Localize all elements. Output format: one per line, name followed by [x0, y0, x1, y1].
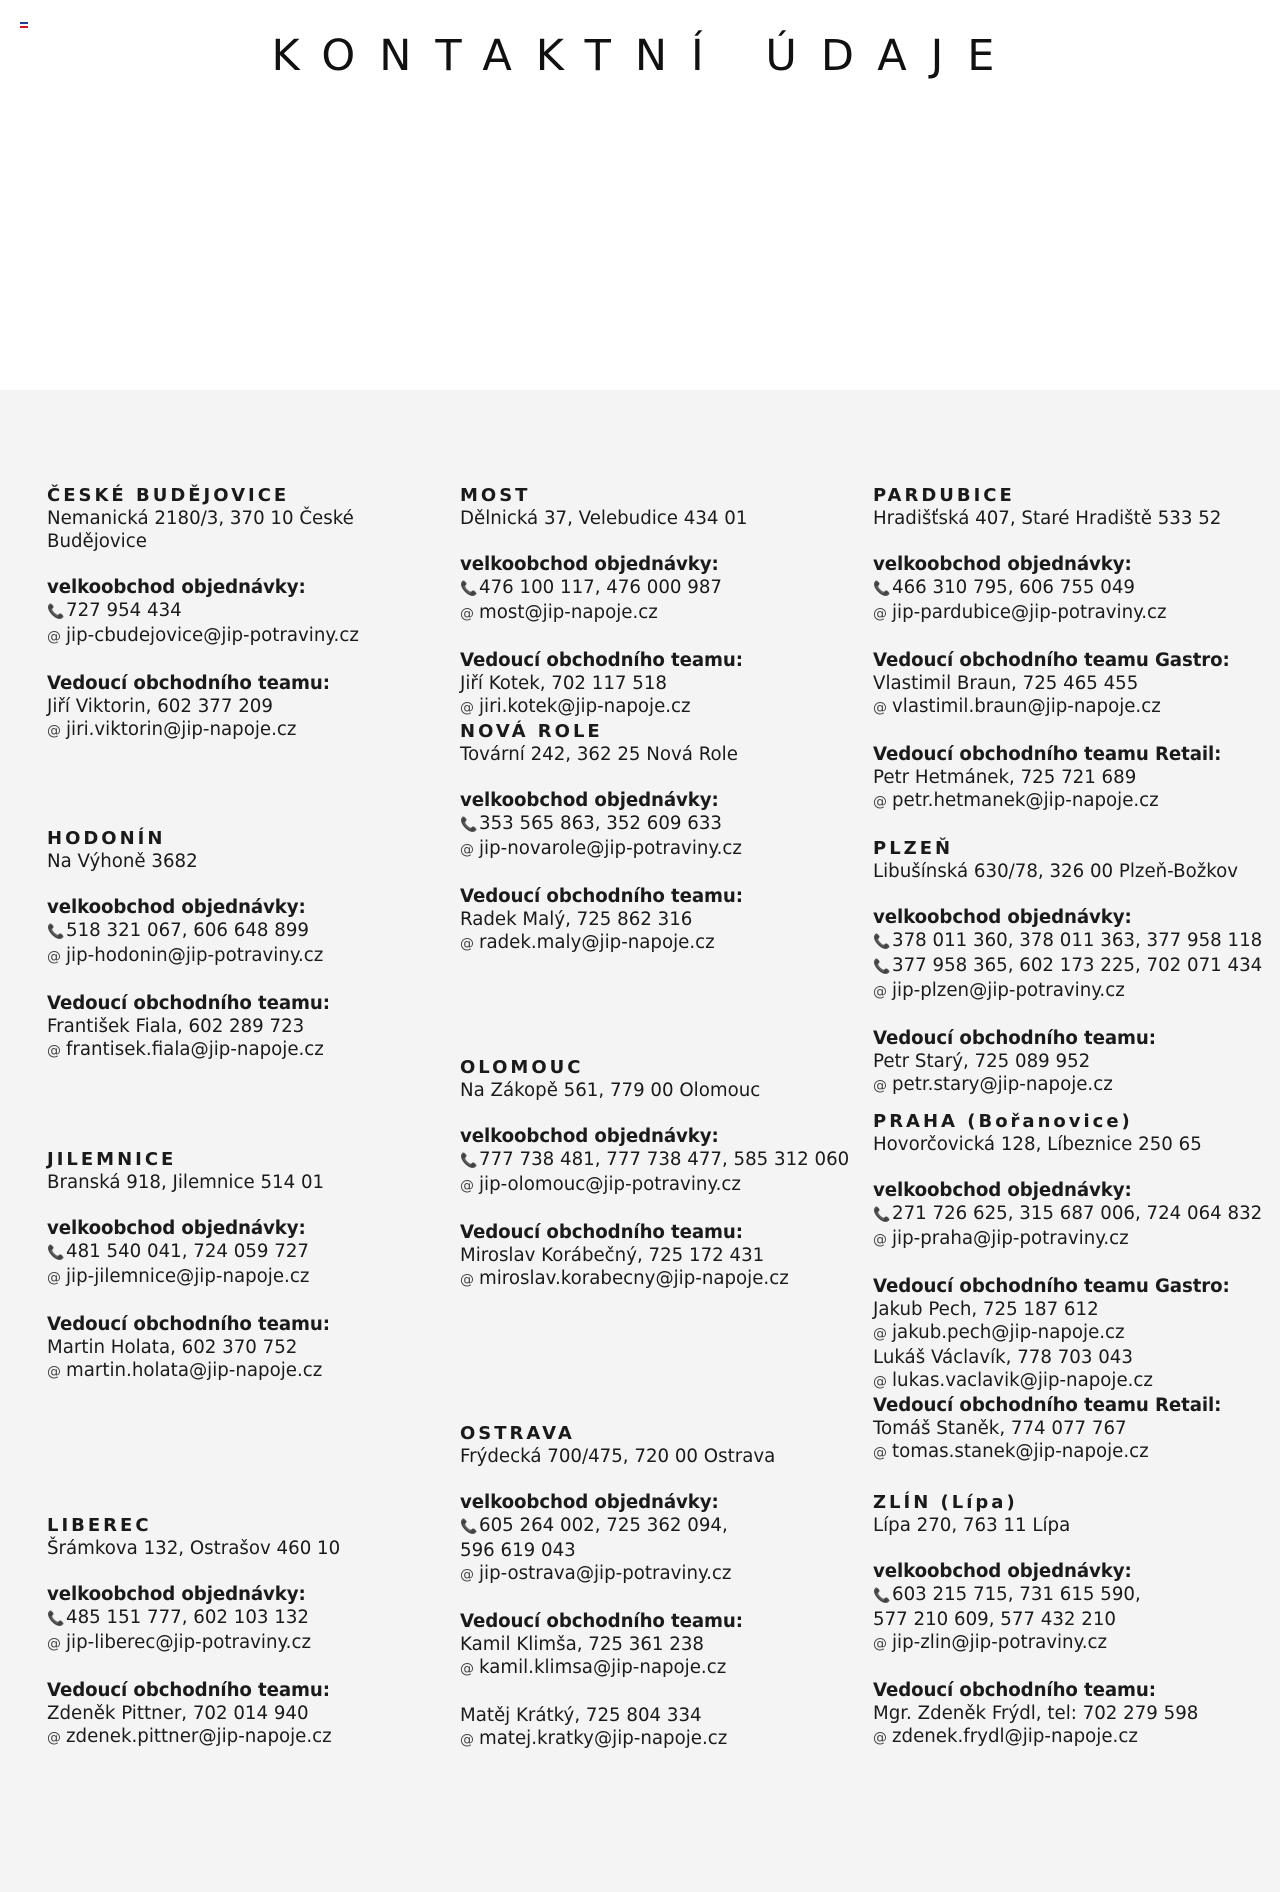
at-icon: @: [460, 1732, 474, 1748]
orders-phone: 📞727 954 434: [47, 599, 447, 624]
at-icon: @: [873, 794, 887, 810]
orders-phone: 📞476 100 117, 476 000 987: [460, 576, 860, 601]
orders-label: velkoobchod objednávky:: [47, 1218, 306, 1239]
team-lead-email: @ radek.maly@jip-napoje.cz: [460, 931, 860, 956]
phone-icon: 📞: [873, 934, 891, 950]
at-icon: @: [873, 1326, 887, 1342]
branch-address: Hradišťská 407, Staré Hradiště 533 52: [873, 508, 1222, 529]
branch-city-plzen: PLZEŇ: [873, 838, 954, 859]
team-lead-label: Vedoucí obchodního teamu:: [47, 673, 330, 694]
team-lead-label: Vedoucí obchodního teamu:: [47, 1314, 330, 1335]
orders-email: @ jip-novarole@jip-potraviny.cz: [460, 837, 860, 862]
branch-jilemnice: [47, 1148, 447, 1384]
gastro-lead-contact: Jakub Pech, 725 187 612: [873, 1299, 1099, 1320]
team-lead-email: @ kamil.klimsa@jip-napoje.cz: [460, 1656, 860, 1681]
branch-city: MOST: [460, 485, 531, 506]
branch-olomouc: [460, 1056, 860, 1292]
team-lead-contact: Miroslav Korábečný, 725 172 431: [460, 1245, 765, 1266]
team-lead-email: @ frantisek.fiala@jip-napoje.cz: [47, 1038, 447, 1063]
team-lead-email: @ zdenek.pittner@jip-napoje.cz: [47, 1725, 447, 1750]
at-icon: @: [873, 1636, 887, 1652]
at-icon: @: [460, 700, 474, 716]
at-icon: @: [47, 1270, 61, 1286]
at-icon: @: [873, 1232, 887, 1248]
page-title: KONTAKTNÍ ÚDAJE: [271, 30, 1019, 81]
at-icon: @: [47, 1364, 61, 1380]
team-lead-email: @ martin.holata@jip-napoje.cz: [47, 1359, 447, 1384]
branch-hodonin: [47, 827, 447, 1063]
orders-label: velkoobchod objednávky:: [873, 1561, 1132, 1582]
retail-lead-contact: Tomáš Staněk, 774 077 767: [873, 1418, 1127, 1439]
branch-city-nova-role: NOVÁ ROLE: [460, 721, 603, 742]
retail-lead-contact: Petr Hetmánek, 725 721 689: [873, 767, 1137, 788]
at-icon: @: [460, 606, 474, 622]
gastro-lead-email: @ vlastimil.braun@jip-napoje.cz: [873, 695, 1273, 720]
team-lead-email: @ zdenek.frydl@jip-napoje.cz: [873, 1725, 1273, 1750]
team-lead-contact: Jiří Kotek, 702 117 518: [460, 673, 667, 694]
at-icon: @: [873, 606, 887, 622]
team-lead-email: @ jiri.viktorin@jip-napoje.cz: [47, 718, 447, 743]
branch-most: [460, 484, 860, 956]
phone-icon: 📞: [47, 1245, 65, 1261]
at-icon: @: [873, 1078, 887, 1094]
orders-label: velkoobchod objednávky:: [47, 1584, 306, 1605]
branch-city: LIBEREC: [47, 1515, 152, 1536]
phone-icon: 📞: [873, 581, 891, 597]
orders-phone: 📞353 565 863, 352 609 633: [460, 812, 860, 837]
team-lead-label: Vedoucí obchodního teamu:: [460, 650, 743, 671]
orders-email: @ jip-olomouc@jip-potraviny.cz: [460, 1173, 860, 1198]
branch-address: Lípa 270, 763 11 Lípa: [873, 1515, 1071, 1536]
phone-icon: 📞: [47, 604, 65, 620]
team-lead-label: Vedoucí obchodního teamu:: [47, 1680, 330, 1701]
orders-email: @ most@jip-napoje.cz: [460, 601, 860, 626]
branch-ostrava: [460, 1422, 860, 1752]
phone-icon: 📞: [873, 1207, 891, 1223]
orders-label: velkoobchod objednávky:: [460, 1492, 719, 1513]
phone-icon: 📞: [460, 581, 478, 597]
team-lead-email: @ miroslav.korabecny@jip-napoje.cz: [460, 1267, 860, 1292]
orders-email: @ jip-jilemnice@jip-napoje.cz: [47, 1265, 447, 1290]
at-icon: @: [460, 1272, 474, 1288]
at-icon: @: [873, 1374, 887, 1390]
at-icon: @: [460, 1661, 474, 1677]
team-lead-label: Vedoucí obchodního teamu:: [460, 886, 743, 907]
gastro-lead-email: @ jakub.pech@jip-napoje.cz: [873, 1321, 1273, 1346]
at-icon: @: [873, 1730, 887, 1746]
orders-label: velkoobchod objednávky:: [873, 554, 1132, 575]
orders-label: velkoobchod objednávky:: [873, 1180, 1132, 1201]
team-lead-contact: František Fiala, 602 289 723: [47, 1016, 305, 1037]
orders-phone: 📞378 011 360, 378 011 363, 377 958 118: [873, 929, 1273, 954]
branch-address: Na Zákopě 561, 779 00 Olomouc: [460, 1080, 761, 1101]
team-lead-contact: Zdeněk Pittner, 702 014 940: [47, 1703, 309, 1724]
phone-icon: 📞: [873, 959, 891, 975]
orders-label: velkoobchod objednávky:: [460, 1126, 719, 1147]
orders-email: @ jip-praha@jip-potraviny.cz: [873, 1227, 1273, 1252]
branch-address: Šrámkova 132, Ostrašov 460 10: [47, 1538, 341, 1559]
orders-email: @ jip-hodonin@jip-potraviny.cz: [47, 944, 447, 969]
at-icon: @: [460, 936, 474, 952]
team-lead-email: @ petr.stary@jip-napoje.cz: [873, 1073, 1273, 1098]
branch-city: HODONÍN: [47, 828, 166, 849]
orders-phone: 📞481 540 041, 724 059 727: [47, 1240, 447, 1265]
orders-label: velkoobchod objednávky:: [47, 897, 306, 918]
team-lead-email: @ jiri.kotek@jip-napoje.cz: [460, 695, 860, 720]
branch-city-praha: PRAHA (Bořanovice): [873, 1111, 1133, 1132]
team-lead-contact: Jiří Viktorin, 602 377 209: [47, 696, 273, 717]
team-lead-contact: Kamil Klimša, 725 361 238: [460, 1634, 704, 1655]
branch-address: Na Výhoně 3682: [47, 851, 198, 872]
team-lead-label: Vedoucí obchodního teamu:: [873, 1680, 1156, 1701]
branch-address: Frýdecká 700/475, 720 00 Ostrava: [460, 1446, 776, 1467]
phone-icon: 📞: [460, 817, 478, 833]
at-icon: @: [47, 629, 61, 645]
orders-email: @ jip-ostrava@jip-potraviny.cz: [460, 1562, 860, 1587]
phone-icon: 📞: [460, 1519, 478, 1535]
team-lead-email-2: @ matej.kratky@jip-napoje.cz: [460, 1727, 860, 1752]
branch-address: Branská 918, Jilemnice 514 01: [47, 1172, 325, 1193]
orders-email: @ jip-pardubice@jip-potraviny.cz: [873, 601, 1273, 626]
at-icon: @: [47, 1636, 61, 1652]
phone-icon: 📞: [47, 924, 65, 940]
at-icon: @: [47, 949, 61, 965]
team-lead-gastro-label: Vedoucí obchodního teamu Gastro:: [873, 1276, 1230, 1297]
team-lead-label: Vedoucí obchodního teamu:: [460, 1611, 743, 1632]
orders-email: @ jip-plzen@jip-potraviny.cz: [873, 979, 1273, 1004]
branch-address: Tovární 242, 362 25 Nová Role: [460, 744, 738, 765]
branch-ceske-budejovice: [47, 484, 447, 743]
orders-phone: 📞603 215 715, 731 615 590, 577 210 609, 577 432 210: [873, 1584, 1141, 1630]
branch-city: PARDUBICE: [873, 485, 1015, 506]
team-lead-retail-label: Vedoucí obchodního teamu Retail:: [873, 744, 1222, 765]
phone-icon: 📞: [873, 1588, 891, 1604]
at-icon: @: [873, 700, 887, 716]
orders-phone: 📞605 264 002, 725 362 094, 596 619 043: [460, 1515, 728, 1561]
orders-label: velkoobchod objednávky:: [460, 790, 719, 811]
retail-lead-email: @ petr.hetmanek@jip-napoje.cz: [873, 789, 1273, 814]
at-icon: @: [460, 842, 474, 858]
branch-address: Libušínská 630/78, 326 00 Plzeň-Božkov: [873, 861, 1239, 882]
orders-email: @ jip-liberec@jip-potraviny.cz: [47, 1631, 447, 1656]
orders-phone: 📞777 738 481, 777 738 477, 585 312 060: [460, 1148, 860, 1173]
branch-address: Hovorčovická 128, Líbeznice 250 65: [873, 1134, 1202, 1155]
at-icon: @: [47, 1730, 61, 1746]
gastro-lead-contact: Vlastimil Braun, 725 465 455: [873, 673, 1139, 694]
orders-label: velkoobchod objednávky:: [460, 554, 719, 575]
orders-phone: 📞271 726 625, 315 687 006, 724 064 832: [873, 1202, 1273, 1227]
czech-flag-icon: [20, 22, 28, 28]
team-lead-contact: Martin Holata, 602 370 752: [47, 1337, 298, 1358]
gastro-lead-contact-2: Lukáš Václavík, 778 703 043: [873, 1347, 1133, 1368]
phone-icon: 📞: [47, 1611, 65, 1627]
gastro-lead-email-2: @ lukas.vaclavik@jip-napoje.cz: [873, 1369, 1273, 1394]
branch-address: Dělnická 37, Velebudice 434 01: [460, 508, 748, 529]
at-icon: @: [47, 723, 61, 739]
team-lead-gastro-label: Vedoucí obchodního teamu Gastro:: [873, 650, 1230, 671]
orders-email: @ jip-cbudejovice@jip-potraviny.cz: [47, 624, 447, 649]
orders-phone: 📞485 151 777, 602 103 132: [47, 1606, 447, 1631]
orders-label: velkoobchod objednávky:: [873, 907, 1132, 928]
branch-address: Nemanická 2180/3, 370 10 České Budějovice: [47, 508, 354, 552]
at-icon: @: [47, 1043, 61, 1059]
team-lead-retail-label: Vedoucí obchodního teamu Retail:: [873, 1395, 1222, 1416]
orders-phone: 📞518 321 067, 606 648 899: [47, 919, 447, 944]
branch-zlin: [873, 1491, 1273, 1750]
orders-email: @ jip-zlin@jip-potraviny.cz: [873, 1631, 1273, 1656]
team-lead-contact: Petr Starý, 725 089 952: [873, 1051, 1091, 1072]
team-lead-label: Vedoucí obchodního teamu:: [873, 1028, 1156, 1049]
branch-city: JILEMNICE: [47, 1149, 177, 1170]
team-lead-contact-2: Matěj Krátký, 725 804 334: [460, 1705, 702, 1726]
branch-city: ZLÍN (Lípa): [873, 1492, 1018, 1513]
orders-phone-2: 📞377 958 365, 602 173 225, 702 071 434: [873, 954, 1273, 979]
branch-city: OLOMOUC: [460, 1057, 584, 1078]
branch-liberec: [47, 1514, 447, 1750]
team-lead-label: Vedoucí obchodního teamu:: [460, 1222, 743, 1243]
at-icon: @: [460, 1178, 474, 1194]
branch-city: ČESKÉ BUDĚJOVICE: [47, 485, 290, 506]
team-lead-contact: Radek Malý, 725 862 316: [460, 909, 693, 930]
at-icon: @: [460, 1567, 474, 1583]
branch-pardubice: [873, 484, 1273, 1465]
branch-city: OSTRAVA: [460, 1423, 575, 1444]
orders-label: velkoobchod objednávky:: [47, 577, 306, 598]
at-icon: @: [873, 984, 887, 1000]
orders-phone: 📞466 310 795, 606 755 049: [873, 576, 1273, 601]
phone-icon: 📞: [460, 1153, 478, 1169]
team-lead-label: Vedoucí obchodního teamu:: [47, 993, 330, 1014]
at-icon: @: [873, 1445, 887, 1461]
team-lead-contact: Mgr. Zdeněk Frýdl, tel: 702 279 598: [873, 1703, 1199, 1724]
retail-lead-email: @ tomas.stanek@jip-napoje.cz: [873, 1440, 1273, 1465]
